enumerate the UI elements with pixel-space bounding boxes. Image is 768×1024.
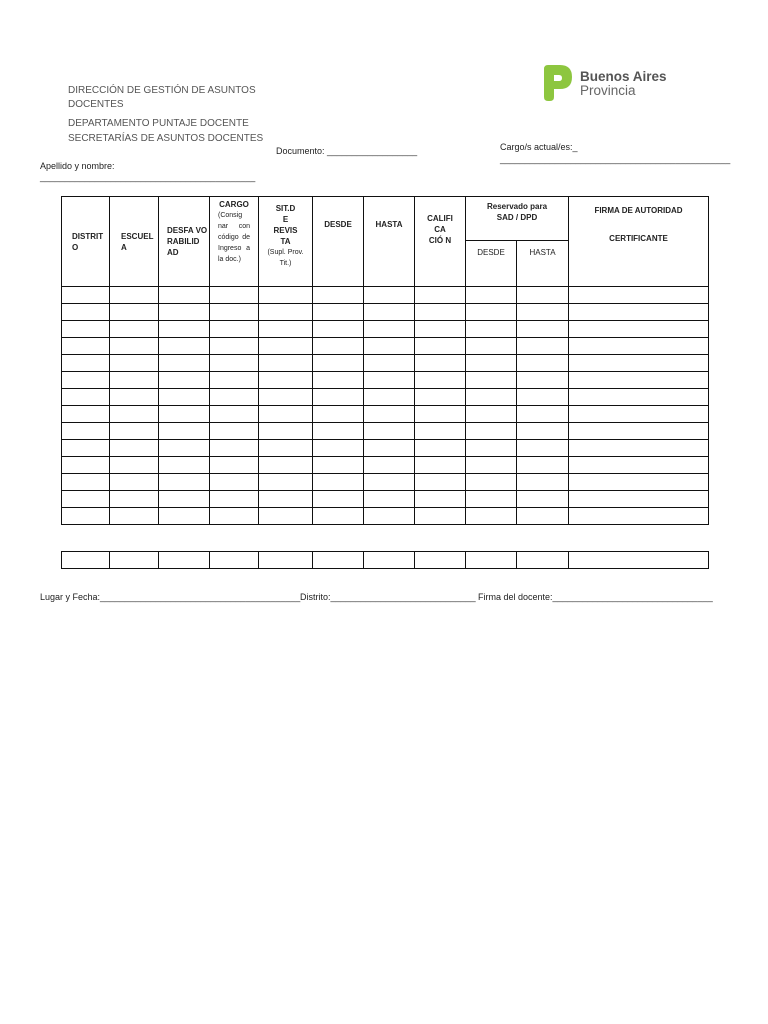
header-sit-title: SIT.D E REVIS TA — [273, 204, 298, 246]
table-cell[interactable] — [569, 338, 709, 355]
table-cell[interactable] — [415, 440, 466, 457]
table-cell[interactable] — [466, 406, 517, 423]
table-cell[interactable] — [415, 338, 466, 355]
table-cell[interactable] — [110, 355, 159, 372]
table-cell[interactable] — [569, 440, 709, 457]
table-cell[interactable] — [466, 457, 517, 474]
header-line-1: DIRECCIÓN DE GESTIÓN DE ASUNTOS — [68, 85, 256, 96]
totals-cell[interactable] — [517, 552, 569, 569]
table-cell[interactable] — [110, 304, 159, 321]
table-cell[interactable] — [517, 491, 569, 508]
table-cell[interactable] — [62, 372, 110, 389]
table-cell[interactable] — [110, 423, 159, 440]
table-cell[interactable] — [364, 338, 415, 355]
table-cell[interactable] — [415, 372, 466, 389]
header-line-3: DEPARTAMENTO PUNTAJE DOCENTE — [68, 118, 249, 129]
table-cell[interactable] — [415, 389, 466, 406]
table-cell[interactable] — [210, 372, 259, 389]
table-row — [62, 406, 709, 423]
table-row — [62, 338, 709, 355]
table-cell[interactable] — [313, 389, 364, 406]
table-cell[interactable] — [517, 338, 569, 355]
table-cell[interactable] — [415, 423, 466, 440]
table-cell[interactable] — [259, 321, 313, 338]
table-cell[interactable] — [159, 287, 210, 304]
table-cell[interactable] — [466, 355, 517, 372]
header-calificacion: CALIFI CA CIÓ N — [415, 197, 466, 287]
header-desde: DESDE — [313, 197, 364, 287]
table-cell[interactable] — [259, 338, 313, 355]
table-cell[interactable] — [210, 474, 259, 491]
table-cell[interactable] — [259, 440, 313, 457]
table-cell[interactable] — [517, 440, 569, 457]
header-reservado-desde: DESDE — [466, 241, 517, 287]
table-cell[interactable] — [415, 406, 466, 423]
table-cell[interactable] — [210, 355, 259, 372]
table-row — [62, 372, 709, 389]
table-cell[interactable] — [259, 287, 313, 304]
table-cell[interactable] — [313, 304, 364, 321]
table-row — [62, 389, 709, 406]
table-row — [62, 474, 709, 491]
totals-cell[interactable] — [569, 552, 709, 569]
table-row — [62, 304, 709, 321]
table-cell[interactable] — [466, 304, 517, 321]
table-cell[interactable] — [259, 457, 313, 474]
table-cell[interactable] — [517, 508, 569, 525]
table-cell[interactable] — [415, 474, 466, 491]
table-cell[interactable] — [313, 355, 364, 372]
header-cargo-detail: (Consig nar con código de Ingreso a la doc.) — [218, 212, 250, 263]
table-cell[interactable] — [313, 287, 364, 304]
table-cell[interactable] — [466, 508, 517, 525]
header-cargo — [210, 197, 259, 287]
totals-cell[interactable] — [313, 552, 364, 569]
table-cell[interactable] — [364, 457, 415, 474]
table-cell[interactable] — [364, 321, 415, 338]
table-cell[interactable] — [62, 287, 110, 304]
table-cell[interactable] — [313, 406, 364, 423]
totals-cell[interactable] — [110, 552, 159, 569]
table-row — [62, 287, 709, 304]
table-cell[interactable] — [159, 508, 210, 525]
cargo-actual-line: ______________________________________________ — [500, 154, 731, 164]
table-cell[interactable] — [210, 457, 259, 474]
table-cell[interactable] — [62, 508, 110, 525]
table-cell[interactable] — [159, 321, 210, 338]
table-row — [62, 423, 709, 440]
table-cell[interactable] — [259, 304, 313, 321]
table-cell[interactable] — [569, 474, 709, 491]
table-cell[interactable] — [62, 491, 110, 508]
header-sit-detail: (Supl. Prov. Tit.) — [267, 249, 304, 267]
totals-cell[interactable] — [62, 552, 110, 569]
service-table — [61, 196, 709, 525]
table-cell[interactable] — [517, 474, 569, 491]
table-cell[interactable] — [259, 423, 313, 440]
table-cell[interactable] — [569, 406, 709, 423]
table-cell[interactable] — [210, 440, 259, 457]
header-desfavorabilidad: DESFA VO RABILID AD — [159, 197, 210, 287]
table-cell[interactable] — [259, 491, 313, 508]
table-cell[interactable] — [466, 372, 517, 389]
table-cell[interactable] — [110, 338, 159, 355]
table-cell[interactable] — [259, 406, 313, 423]
table-cell[interactable] — [259, 508, 313, 525]
table-cell[interactable] — [415, 457, 466, 474]
table-cell[interactable] — [466, 423, 517, 440]
table-cell[interactable] — [364, 491, 415, 508]
table-cell[interactable] — [159, 440, 210, 457]
table-cell[interactable] — [517, 304, 569, 321]
table-cell[interactable] — [259, 355, 313, 372]
table-cell[interactable] — [569, 372, 709, 389]
table-cell[interactable] — [517, 423, 569, 440]
table-cell[interactable] — [569, 304, 709, 321]
table-cell[interactable] — [517, 457, 569, 474]
table-cell[interactable] — [259, 389, 313, 406]
table-cell[interactable] — [110, 491, 159, 508]
table-row — [62, 321, 709, 338]
table-cell[interactable] — [159, 474, 210, 491]
table-cell[interactable] — [466, 321, 517, 338]
header-reservado: Reservado para SAD / DPD — [466, 197, 569, 241]
header-distrito: DISTRIT O — [62, 197, 110, 287]
table-cell[interactable] — [415, 304, 466, 321]
table-cell[interactable] — [364, 474, 415, 491]
table-cell[interactable] — [466, 389, 517, 406]
table-cell[interactable] — [159, 423, 210, 440]
header-cargo-title: CARGO — [219, 200, 249, 209]
table-row — [62, 508, 709, 525]
table-cell[interactable] — [569, 287, 709, 304]
table-cell[interactable] — [210, 389, 259, 406]
totals-cell[interactable] — [159, 552, 210, 569]
table-cell[interactable] — [313, 491, 364, 508]
table-cell[interactable] — [110, 457, 159, 474]
totals-cell[interactable] — [466, 552, 517, 569]
table-row — [62, 355, 709, 372]
documento-field: Documento: __________________ — [276, 146, 418, 156]
cargo-actual-field: Cargo/s actual/es:_ — [500, 142, 578, 152]
logo-text — [580, 70, 667, 98]
apellido-line: ___________________________________________ — [40, 172, 256, 182]
table-cell[interactable] — [62, 321, 110, 338]
header-firma-line-2: CERTIFICANTE — [609, 234, 668, 243]
totals-cell[interactable] — [259, 552, 313, 569]
table-cell[interactable] — [62, 304, 110, 321]
table-cell[interactable] — [569, 423, 709, 440]
header-sit-revista — [259, 197, 313, 287]
totals-cell[interactable] — [210, 552, 259, 569]
table-cell[interactable] — [210, 338, 259, 355]
table-cell[interactable] — [364, 304, 415, 321]
header-hasta: HASTA — [364, 197, 415, 287]
table-cell[interactable] — [364, 440, 415, 457]
table-cell[interactable] — [313, 474, 364, 491]
table-cell[interactable] — [364, 423, 415, 440]
table-cell[interactable] — [313, 372, 364, 389]
table-cell[interactable] — [466, 440, 517, 457]
table-cell[interactable] — [110, 389, 159, 406]
table-cell[interactable] — [159, 406, 210, 423]
table-body — [62, 287, 709, 525]
table-cell[interactable] — [364, 372, 415, 389]
table-cell[interactable] — [110, 321, 159, 338]
table-cell[interactable] — [313, 321, 364, 338]
table-cell[interactable] — [569, 508, 709, 525]
table-cell[interactable] — [517, 321, 569, 338]
table-cell[interactable] — [210, 423, 259, 440]
table-cell[interactable] — [62, 406, 110, 423]
table-cell[interactable] — [415, 491, 466, 508]
table-cell[interactable] — [210, 304, 259, 321]
table-cell[interactable] — [110, 508, 159, 525]
table-cell[interactable] — [62, 457, 110, 474]
table-cell[interactable] — [364, 508, 415, 525]
table-cell[interactable] — [62, 440, 110, 457]
table-cell[interactable] — [313, 338, 364, 355]
table-cell[interactable] — [110, 406, 159, 423]
totals-cell[interactable] — [415, 552, 466, 569]
table-row — [62, 491, 709, 508]
table-cell[interactable] — [364, 355, 415, 372]
table-cell[interactable] — [364, 389, 415, 406]
header-escuela: ESCUEL A — [110, 197, 159, 287]
distrito-field: Distrito:_____________________________ — [300, 592, 476, 602]
table-cell[interactable] — [259, 372, 313, 389]
table-cell[interactable] — [159, 355, 210, 372]
table-cell[interactable] — [210, 406, 259, 423]
table-cell[interactable] — [210, 287, 259, 304]
table-cell[interactable] — [210, 508, 259, 525]
table-row — [62, 457, 709, 474]
header-firma — [569, 197, 709, 287]
totals-row — [62, 552, 709, 569]
apellido-field: Apellido y nombre: — [40, 161, 115, 171]
table-cell[interactable] — [159, 457, 210, 474]
table-cell[interactable] — [259, 474, 313, 491]
table-cell[interactable] — [313, 508, 364, 525]
table-cell[interactable] — [517, 372, 569, 389]
table-cell[interactable] — [110, 287, 159, 304]
table-cell[interactable] — [415, 287, 466, 304]
table-cell[interactable] — [415, 508, 466, 525]
table-cell[interactable] — [569, 355, 709, 372]
table-cell[interactable] — [466, 491, 517, 508]
table-cell[interactable] — [210, 321, 259, 338]
table-cell[interactable] — [159, 389, 210, 406]
firma-docente-field: Firma del docente:________________________________ — [478, 592, 713, 602]
table-cell[interactable] — [415, 355, 466, 372]
table-cell[interactable] — [517, 389, 569, 406]
table-cell[interactable] — [466, 338, 517, 355]
table-row — [62, 440, 709, 457]
logo-line-2: Provincia — [580, 83, 636, 98]
table-cell[interactable] — [313, 440, 364, 457]
table-cell[interactable] — [364, 287, 415, 304]
table-cell[interactable] — [313, 423, 364, 440]
table-cell[interactable] — [517, 355, 569, 372]
table-cell[interactable] — [62, 389, 110, 406]
table-cell[interactable] — [517, 287, 569, 304]
header-line-2: DOCENTES — [68, 99, 124, 110]
header-reservado-hasta: HASTA — [517, 241, 569, 287]
totals-cell[interactable] — [364, 552, 415, 569]
table-cell[interactable] — [159, 372, 210, 389]
table-cell[interactable] — [415, 321, 466, 338]
lugar-fecha-field: Lugar y Fecha:________________________________________ — [40, 592, 301, 602]
table-cell[interactable] — [110, 440, 159, 457]
totals-table — [61, 551, 709, 569]
table-cell[interactable] — [110, 372, 159, 389]
header-firma-line-1: FIRMA DE AUTORIDAD — [594, 206, 683, 215]
table-cell[interactable] — [210, 491, 259, 508]
table-cell[interactable] — [62, 423, 110, 440]
table-cell[interactable] — [466, 474, 517, 491]
table-cell[interactable] — [517, 406, 569, 423]
table-cell[interactable] — [62, 338, 110, 355]
table-cell[interactable] — [62, 474, 110, 491]
header-line-4: SECRETARÍAS DE ASUNTOS DOCENTES — [68, 133, 264, 144]
logo-line-1: Buenos Aires — [580, 69, 667, 84]
buenos-aires-logo — [542, 63, 574, 108]
table-cell[interactable] — [569, 321, 709, 338]
table-cell[interactable] — [159, 304, 210, 321]
table-cell[interactable] — [313, 457, 364, 474]
table-cell[interactable] — [569, 491, 709, 508]
table-cell[interactable] — [62, 355, 110, 372]
table-cell[interactable] — [159, 491, 210, 508]
table-cell[interactable] — [569, 389, 709, 406]
table-cell[interactable] — [466, 287, 517, 304]
table-cell[interactable] — [569, 457, 709, 474]
table-cell[interactable] — [364, 406, 415, 423]
table-cell[interactable] — [159, 338, 210, 355]
table-cell[interactable] — [110, 474, 159, 491]
buenos-aires-logo-icon — [542, 63, 574, 103]
